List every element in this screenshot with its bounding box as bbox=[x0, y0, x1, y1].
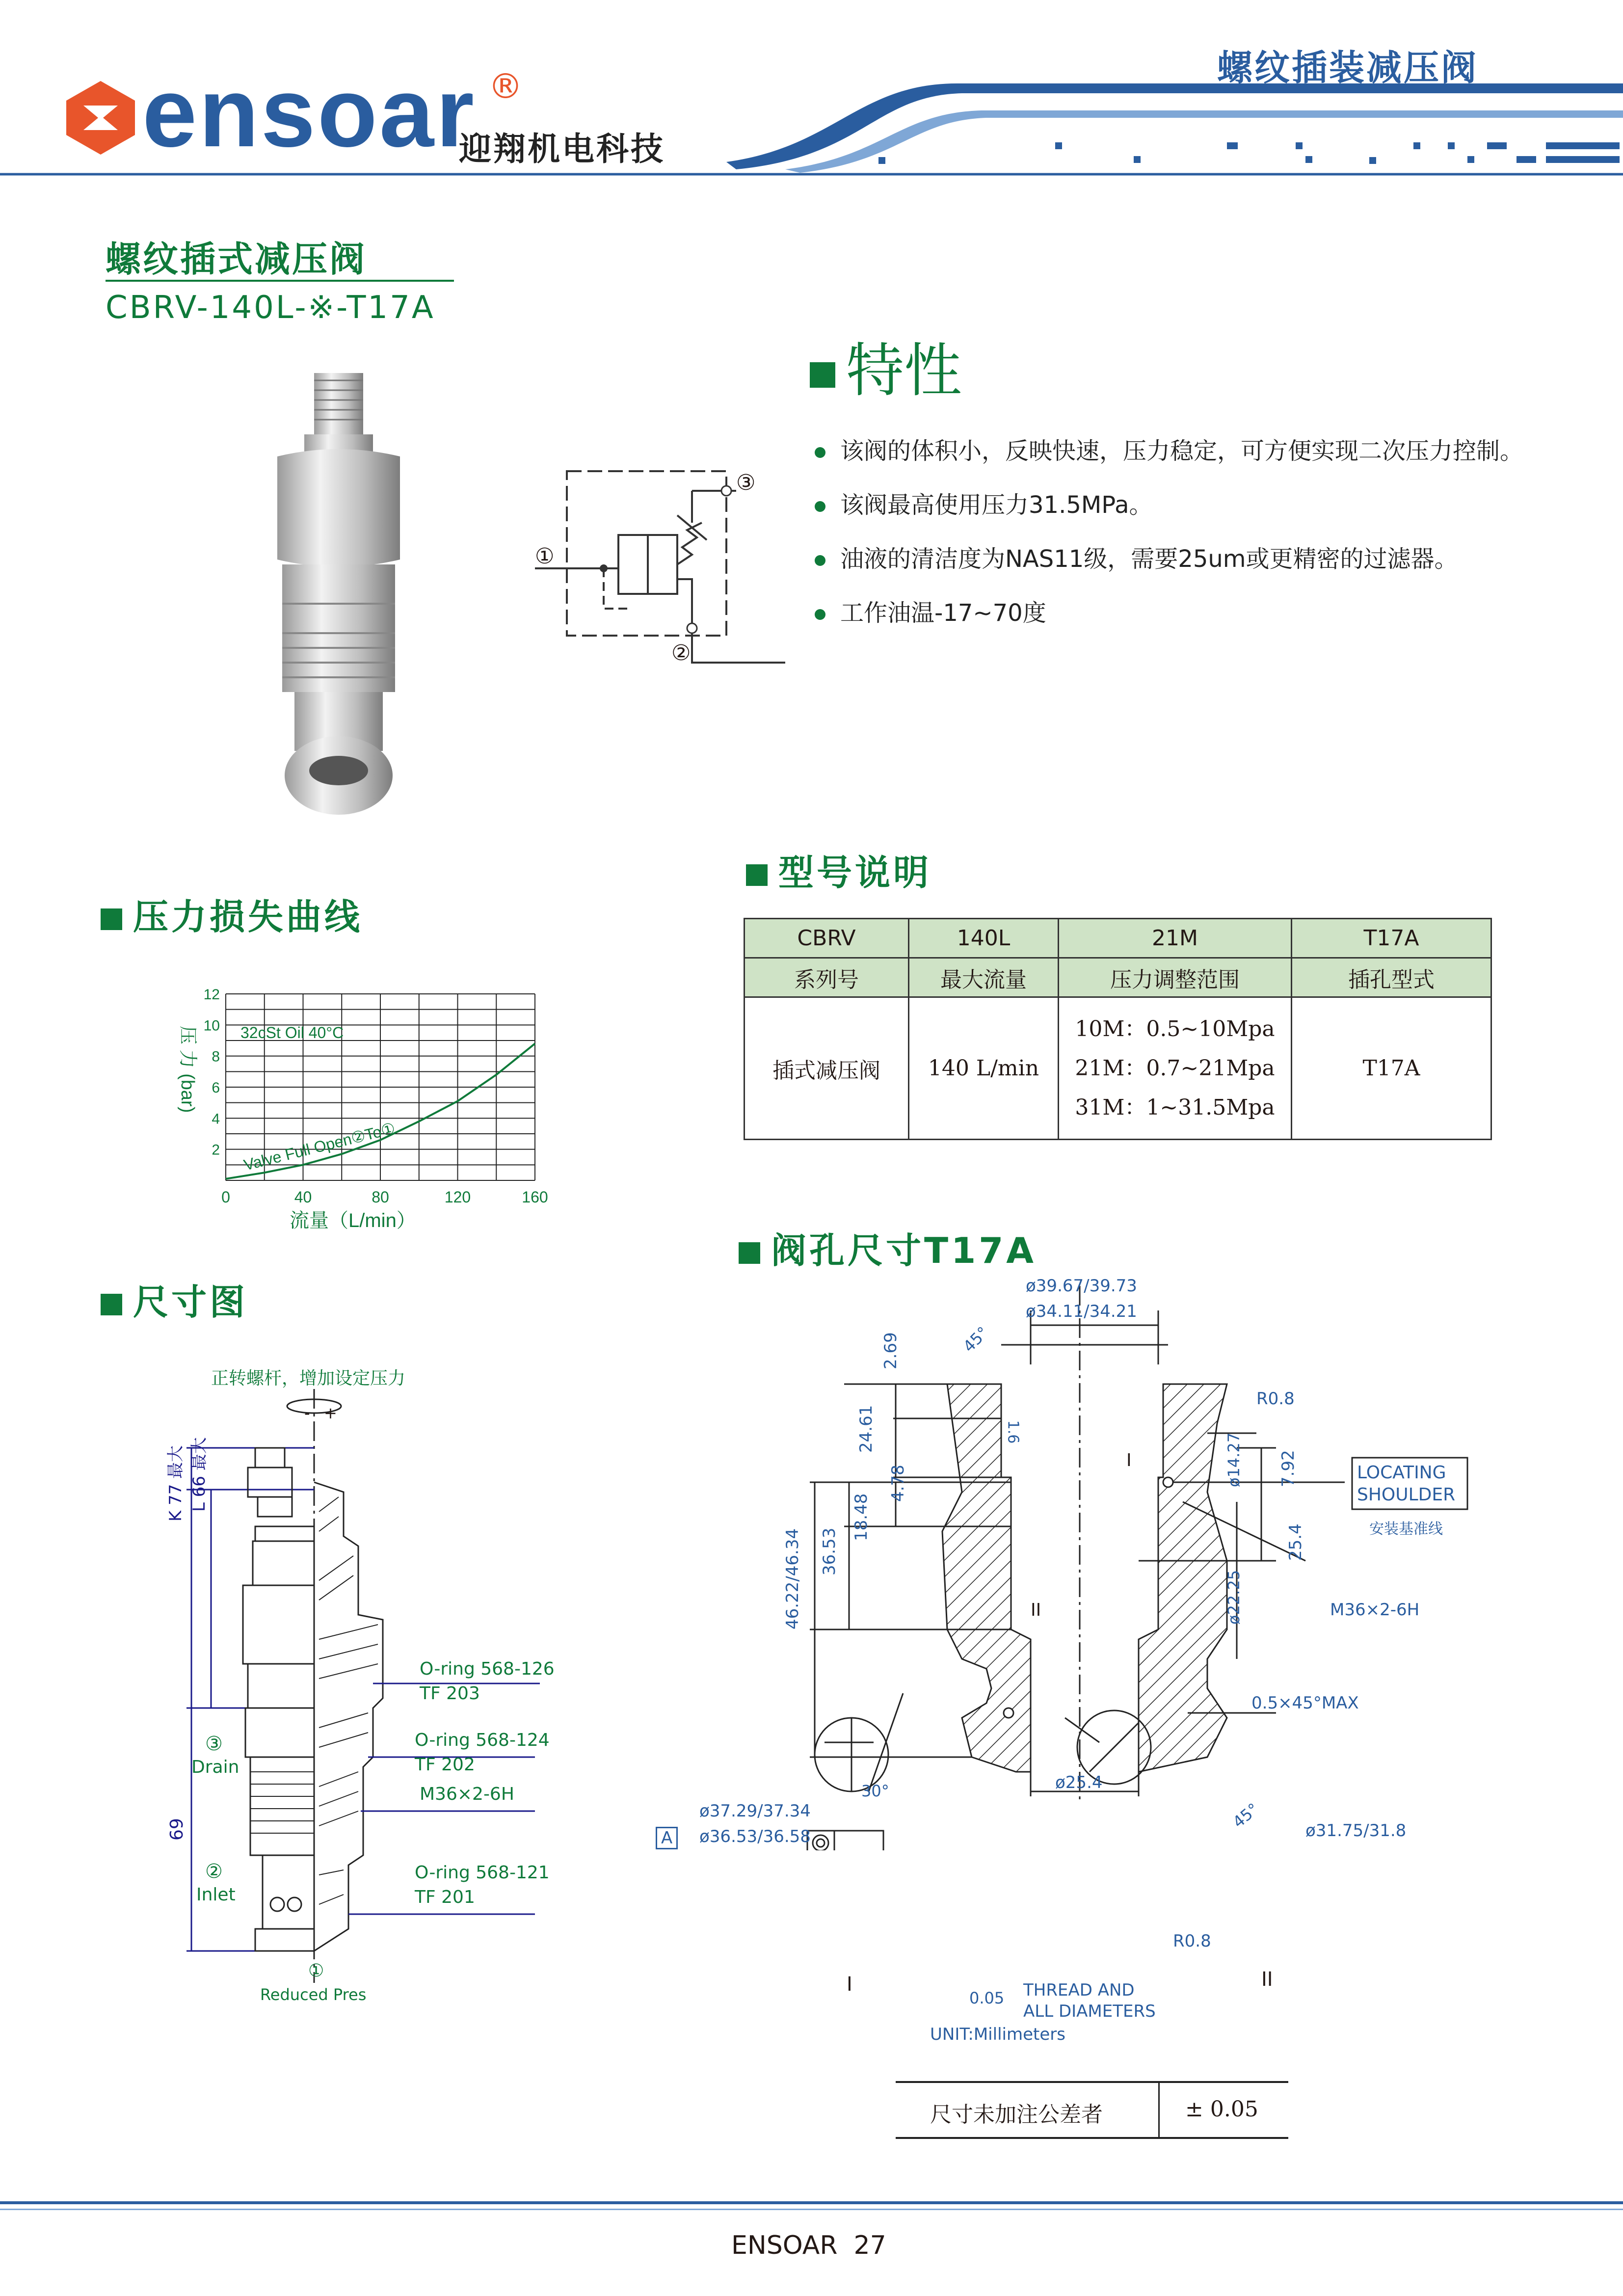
brand-logo-icon bbox=[64, 79, 137, 157]
rotate-plus-label: + bbox=[324, 1404, 337, 1422]
concentricity-value: 0.05 bbox=[969, 1989, 1005, 2007]
company-name: 迎翔机电科技 bbox=[459, 130, 665, 168]
locating-cn-label: 安装基准线 bbox=[1369, 1521, 1443, 1538]
model-label-row bbox=[745, 958, 1491, 997]
model-range-cell bbox=[1059, 997, 1292, 1140]
angle-30-label: 30° bbox=[861, 1782, 889, 1800]
tolerance-table bbox=[896, 2081, 1288, 2139]
chart-curve-label: Valve Full Open②To① bbox=[241, 1119, 397, 1174]
bullet-dot-icon bbox=[815, 447, 825, 458]
dim-269-label: 2.69 bbox=[881, 1332, 901, 1369]
feature-item-1 bbox=[815, 432, 1523, 466]
m36-thread-label: M36×2-6H bbox=[420, 1784, 514, 1804]
chart-x-tick-label: 0 bbox=[221, 1188, 230, 1206]
chart-x-tick-label: 120 bbox=[444, 1188, 471, 1206]
feature-text: 油液的清洁度为NAS11级，需要25um或更精密的过滤器。 bbox=[840, 545, 1458, 573]
symbol-port-1: ① bbox=[535, 544, 555, 569]
feature-item-2 bbox=[815, 486, 1153, 520]
dim-d2-label: ø34.11/34.21 bbox=[1026, 1302, 1137, 1321]
model-code-cell: CBRV bbox=[745, 919, 909, 958]
tf203-label: TF 203 bbox=[420, 1683, 480, 1704]
section-square-icon bbox=[810, 362, 835, 388]
dim-254-label: 25.4 bbox=[1286, 1523, 1305, 1561]
product-title-rule bbox=[106, 280, 454, 282]
chart-y-tick-label: 2 bbox=[212, 1142, 220, 1158]
detail-mark-ii: II bbox=[1031, 1600, 1041, 1620]
model-code-cell: T17A bbox=[1292, 919, 1491, 958]
chart-y-tick-label: 10 bbox=[203, 1017, 220, 1034]
bullet-dot-icon bbox=[815, 609, 825, 620]
datum-a-label: A bbox=[656, 1827, 678, 1849]
category-title: 螺纹插装减压阀 bbox=[1217, 47, 1479, 88]
oring-126-label: O-ring 568-126 bbox=[420, 1659, 555, 1679]
range-line: 31M：1~31.5Mpa bbox=[1075, 1095, 1275, 1120]
chart-x-tick-label: 40 bbox=[294, 1188, 312, 1206]
detail-ii-caption: II bbox=[1261, 1968, 1273, 1991]
dim-69-label: 69 bbox=[167, 1818, 187, 1841]
dim-254-bottom-label: ø25.4 bbox=[1055, 1773, 1103, 1792]
thread-m36-label: M36×2-6H bbox=[1330, 1600, 1420, 1620]
model-label-cell: 系列号 bbox=[745, 958, 909, 997]
surface-16-label: 1.6 bbox=[1004, 1420, 1022, 1444]
model-flow-cell: 140 L/min bbox=[909, 997, 1059, 1140]
model-label-cell: 插孔型式 bbox=[1292, 958, 1491, 997]
unit-note: UNIT:Millimeters bbox=[930, 2025, 1065, 2044]
pressure-section-title-text: 压力损失曲线 bbox=[133, 896, 363, 937]
feature-text: 工作油温-17~70度 bbox=[840, 599, 1046, 627]
dim-2461-label: 24.61 bbox=[856, 1405, 876, 1453]
footer-rule-thin bbox=[0, 2209, 1623, 2210]
chart-x-tick-label: 160 bbox=[522, 1188, 548, 1206]
dim-k77-label: K 77 最大 bbox=[166, 1445, 186, 1522]
locating-shoulder-label-1: LOCATING bbox=[1357, 1463, 1446, 1483]
feature-text: 该阀的体积小，反映快速，压力稳定，可方便实现二次压力控制。 bbox=[840, 437, 1524, 465]
model-label-cell: 压力调整范围 bbox=[1059, 958, 1292, 997]
rotate-minus-label: - bbox=[304, 1404, 310, 1422]
angle-45b-label: 45° bbox=[1229, 1799, 1263, 1832]
adjust-note: 正转螺杆，增加设定压力 bbox=[211, 1368, 406, 1388]
bullet-dot-icon bbox=[815, 555, 825, 566]
pressure-chart bbox=[157, 977, 579, 1232]
brand-name: ensoar bbox=[142, 58, 476, 167]
model-code-cell: 140L bbox=[909, 919, 1059, 958]
port-drain-number: ③ bbox=[205, 1733, 223, 1755]
port-reduced-label: Reduced Pres bbox=[260, 1985, 367, 2004]
model-section-title-text: 型号说明 bbox=[778, 852, 932, 893]
bullet-dot-icon bbox=[815, 501, 825, 512]
tolerance-value: ± 0.05 bbox=[1185, 2097, 1258, 2122]
chart-x-tick-label: 80 bbox=[372, 1188, 389, 1206]
dimension-section-title bbox=[101, 1274, 248, 1325]
symbol-port-2: ② bbox=[671, 641, 691, 666]
registered-mark: ® bbox=[488, 66, 523, 107]
dim-l66-label: L 66 最大 bbox=[189, 1437, 209, 1512]
model-section-title bbox=[746, 844, 931, 895]
dim-d1-label: ø39.67/39.73 bbox=[1026, 1276, 1137, 1296]
model-series-cell: 插式减压阀 bbox=[745, 997, 909, 1140]
model-table bbox=[744, 918, 1492, 1140]
model-code-cell: 21M bbox=[1059, 919, 1292, 958]
feature-text: 该阀最高使用压力31.5MPa。 bbox=[840, 491, 1153, 519]
radius-08b-label: R0.8 bbox=[1173, 1931, 1211, 1951]
symbol-port-3: ③ bbox=[736, 470, 756, 495]
section-square-icon bbox=[101, 908, 122, 930]
section-square-icon bbox=[739, 1242, 760, 1264]
cavity-section-title-text: 阀孔尺寸T17A bbox=[771, 1230, 1037, 1271]
range-line: 21M：0.7~21Mpa bbox=[1075, 1055, 1275, 1081]
angle-45-label: 45° bbox=[959, 1323, 992, 1356]
dim-3729-label: ø37.29/37.34 bbox=[699, 1801, 811, 1821]
dim-4622-label: 46.22/46.34 bbox=[783, 1528, 802, 1629]
dim-3653b-label: ø36.53/36.58 bbox=[699, 1827, 811, 1846]
tolerance-divider bbox=[1158, 2083, 1160, 2137]
dim-3653-label: 36.53 bbox=[820, 1527, 839, 1575]
oring-121-label: O-ring 568-121 bbox=[415, 1863, 550, 1883]
footer-rule bbox=[0, 2201, 1623, 2204]
port-inlet-number: ② bbox=[205, 1860, 223, 1883]
feature-item-3 bbox=[815, 540, 1458, 574]
tf201-label: TF 201 bbox=[415, 1887, 475, 1907]
chamfer-label: 0.5×45°MAX bbox=[1251, 1693, 1359, 1713]
port-reduced-number: ① bbox=[308, 1961, 324, 1981]
section-square-icon bbox=[101, 1294, 122, 1315]
dim-478-label: 4.78 bbox=[888, 1465, 908, 1502]
chart-ylabel: 压 力 (bar) bbox=[177, 1026, 198, 1113]
model-cavity-cell: T17A bbox=[1292, 997, 1491, 1140]
product-name: 螺纹插式减压阀 bbox=[106, 239, 367, 280]
chart-xlabel: 流量（L/min） bbox=[290, 1210, 416, 1231]
model-code-row bbox=[745, 919, 1491, 958]
dimension-section-title-text: 尺寸图 bbox=[133, 1281, 248, 1323]
model-value-row bbox=[745, 997, 1491, 1140]
dim-1848-label: 18.48 bbox=[851, 1493, 871, 1541]
tolerance-label: 尺寸未加注公差者 bbox=[930, 2102, 1103, 2127]
chart-y-tick-label: 12 bbox=[203, 987, 220, 1003]
dim-2225-label: ø22.25 bbox=[1224, 1570, 1243, 1625]
features-title-text: 特性 bbox=[846, 337, 962, 404]
oring-124-label: O-ring 568-124 bbox=[415, 1730, 550, 1750]
cavity-drawing bbox=[785, 1286, 1512, 1850]
feature-item-4 bbox=[815, 594, 1046, 628]
chart-y-tick-label: 4 bbox=[212, 1111, 220, 1127]
product-model: CBRV-140L-※-T17A bbox=[106, 290, 435, 326]
thread-note-2: ALL DIAMETERS bbox=[1023, 2002, 1156, 2021]
detail-i-caption: I bbox=[847, 1973, 852, 1996]
thread-note-1: THREAD AND bbox=[1023, 1980, 1135, 2000]
pressure-section-title bbox=[101, 888, 363, 939]
features-section bbox=[810, 324, 962, 407]
section-square-icon bbox=[746, 864, 768, 886]
header bbox=[0, 0, 1623, 187]
port-drain-label: Drain bbox=[191, 1757, 239, 1777]
model-label-cell: 最大流量 bbox=[909, 958, 1059, 997]
detail-mark-i: I bbox=[1126, 1450, 1132, 1470]
locating-shoulder-label-2: SHOULDER bbox=[1357, 1485, 1456, 1505]
range-line: 10M：0.5~10Mpa bbox=[1075, 1016, 1275, 1041]
dim-1427-label: ø14.27 bbox=[1224, 1432, 1243, 1487]
radius-08-label: R0.8 bbox=[1256, 1389, 1295, 1409]
port-inlet-label: Inlet bbox=[196, 1885, 236, 1905]
chart-y-tick-label: 8 bbox=[212, 1048, 220, 1065]
footer-page-label: ENSOAR 27 bbox=[731, 2231, 886, 2260]
dim-3175-label: ø31.75/31.8 bbox=[1305, 1821, 1407, 1841]
chart-y-tick-label: 6 bbox=[212, 1080, 220, 1096]
cavity-section-title bbox=[739, 1222, 1037, 1273]
tf202-label: TF 202 bbox=[415, 1755, 475, 1775]
chart-annotation: 32cSt Oil 40°C bbox=[240, 1024, 344, 1041]
features-title bbox=[810, 324, 962, 407]
dim-792-label: 7.92 bbox=[1278, 1450, 1298, 1487]
valve-photo bbox=[265, 373, 412, 820]
